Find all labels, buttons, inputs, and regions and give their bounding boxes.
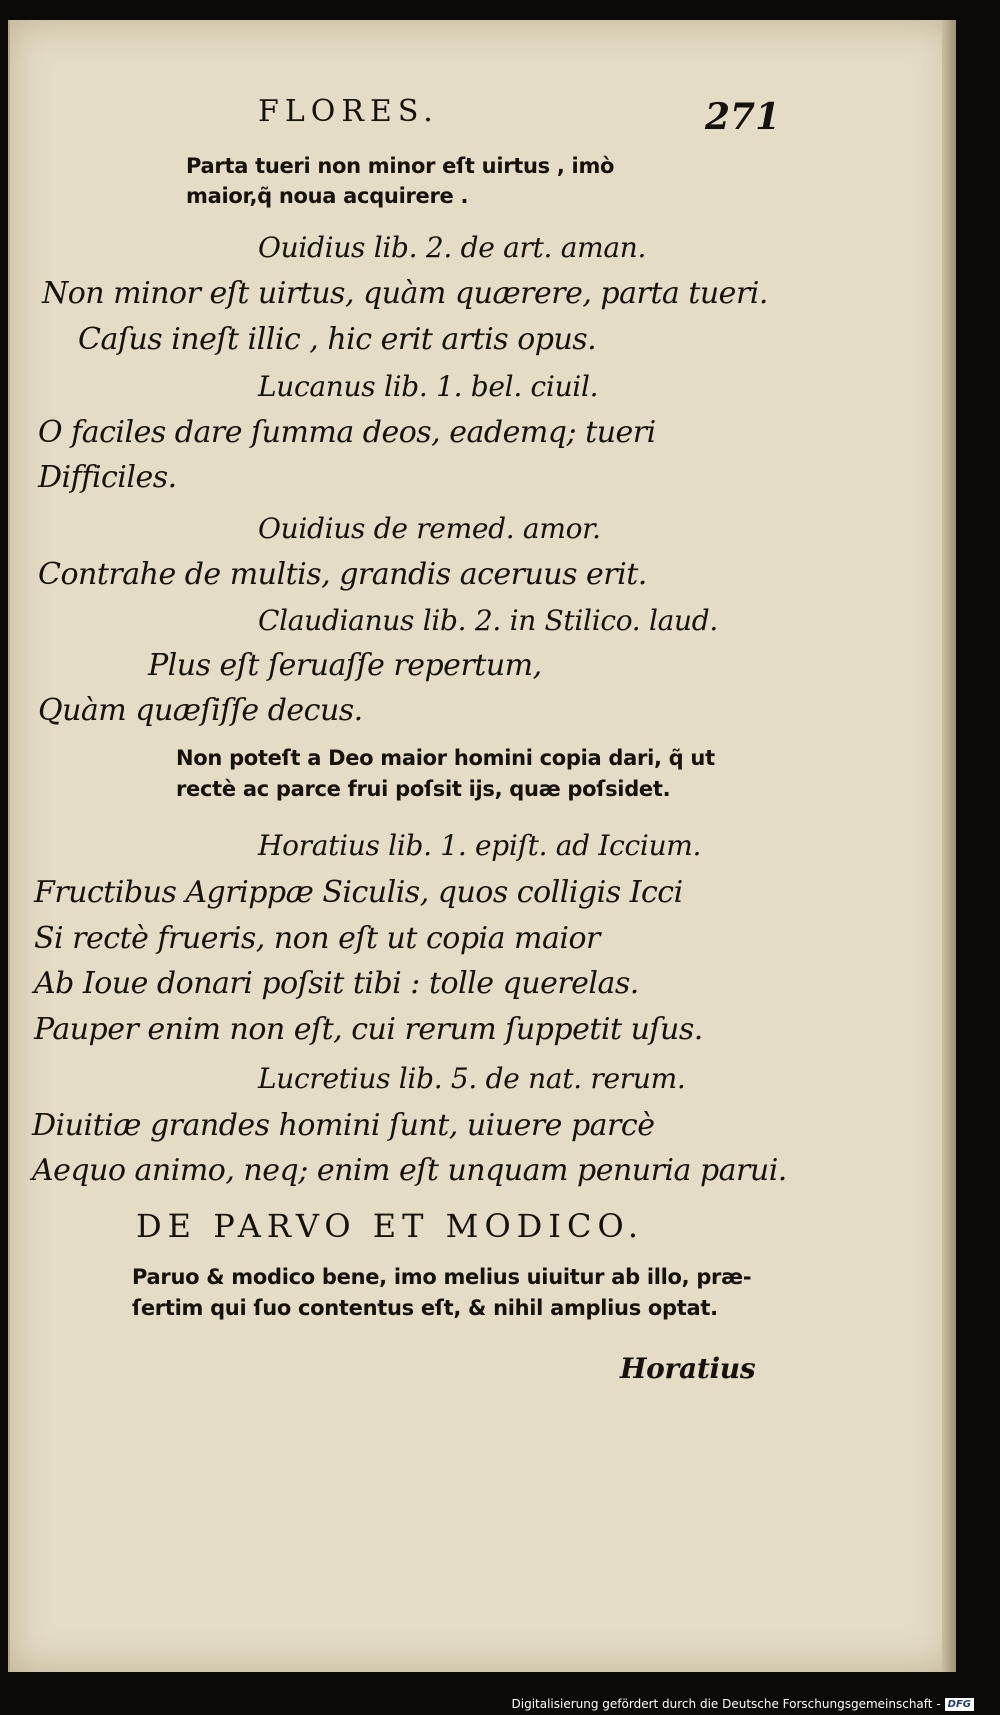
verse-line: Pauper enim non eſt, cui rerum ſuppetit uſus. [34, 1012, 703, 1047]
prose-line: maior,q̃ noua acquirere . [186, 184, 469, 208]
author-citation: Lucanus lib. 1. bel. ciuil. [258, 370, 599, 403]
verse-line: Diuitiæ grandes homini ſunt, uiuere parcè [32, 1108, 655, 1143]
section-heading: DE PARVO ET MODICO. [136, 1207, 644, 1245]
author-citation: Horatius lib. 1. epiſt. ad Iccium. [258, 829, 702, 862]
dfg-logo: DFG [945, 1698, 974, 1711]
running-title: FLORES. [258, 94, 439, 129]
verse-line: Si rectè frueris, non eſt ut copia maior [34, 921, 600, 956]
verse-line: Ab Ioue donari poſsit tibi : tolle querelas. [34, 966, 639, 1001]
prose-line: rectè ac parce frui poſsit ijs, quæ poſsidet. [176, 777, 671, 801]
digitization-credit [512, 1697, 975, 1711]
credit-text: Digitalisierung gefördert durch die Deutsche Forschungsgemeinschaft - [511, 1697, 941, 1711]
verse-line: Non minor eſt uirtus, quàm quærere, parta tueri. [42, 276, 768, 311]
verse-line: Aequo animo, neq; enim eſt unquam penuria parui. [32, 1153, 787, 1188]
verse-line: Contrahe de multis, grandis aceruus erit. [38, 557, 647, 592]
verse-line: Fructibus Agrippæ Siculis, quos colligis Icci [34, 875, 683, 910]
author-citation: Ouidius de remed. amor. [258, 512, 601, 545]
prose-line: Parta tueri non minor eſt uirtus , imò [186, 154, 615, 178]
verse-line: Caſus ineſt illic , hic erit artis opus. [78, 322, 597, 357]
catchword: Horatius [620, 1352, 756, 1385]
book-page [8, 20, 956, 1672]
prose-line: Non poteſt a Deo maior homini copia dari, q̃ ut [176, 746, 715, 770]
prose-line: Paruo & modico bene, imo melius uiuitur ab illo, præ- [132, 1265, 752, 1289]
verse-line: O faciles dare ſumma deos, eademq; tueri [38, 415, 656, 450]
author-citation: Ouidius lib. 2. de art. aman. [258, 231, 647, 264]
verse-line: Plus eſt ſeruaſſe repertum, [148, 648, 542, 683]
author-citation: Lucretius lib. 5. de nat. rerum. [258, 1062, 686, 1095]
verse-line: Difficiles. [38, 460, 177, 495]
author-citation: Claudianus lib. 2. in Stilico. laud. [258, 604, 719, 637]
prose-line: ſertim qui ſuo contentus eſt, & nihil amplius optat. [132, 1296, 718, 1320]
page-number: 271 [705, 96, 781, 138]
verse-line: Quàm quæſiſſe decus. [38, 693, 363, 728]
page-edge [8, 20, 10, 1672]
